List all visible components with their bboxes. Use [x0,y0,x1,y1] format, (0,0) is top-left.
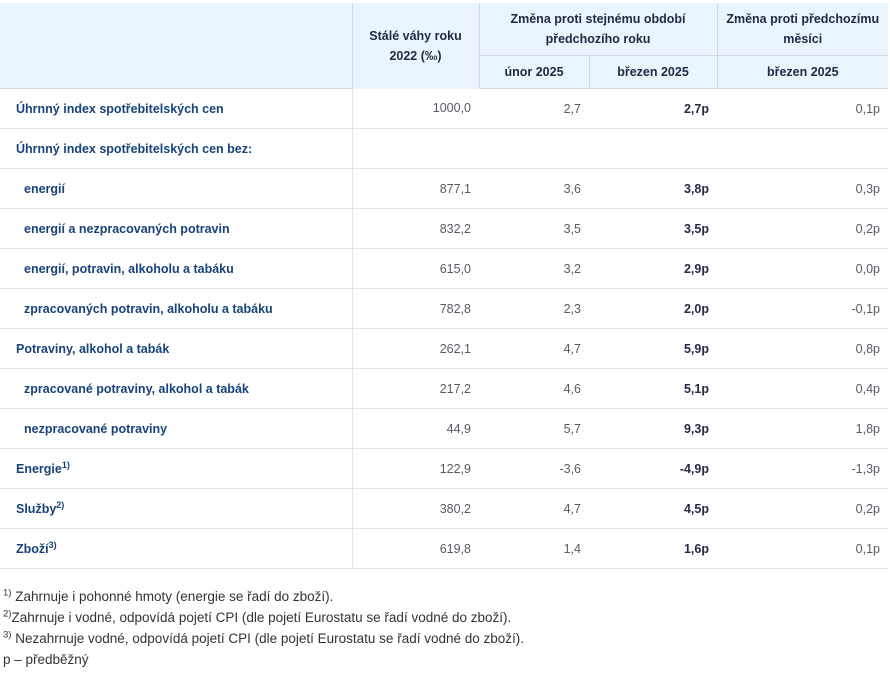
row-label: energií, potravin, alkoholu a tabáku [0,249,352,289]
table-body [0,89,888,569]
cell-weight: 619,8 [352,529,479,569]
header-group-mom: Změna proti předchozímu měsíci [717,3,888,56]
cpi-table-container [0,3,888,569]
cell-mar: 9,3p [589,409,717,449]
cell-feb: 5,7 [479,409,589,449]
cell-weight: 615,0 [352,249,479,289]
cell-weight: 217,2 [352,369,479,409]
cell-weight: 782,8 [352,289,479,329]
cell-feb: 3,6 [479,169,589,209]
cell-weight: 832,2 [352,209,479,249]
table-row [0,169,888,209]
cell-feb: 4,7 [479,489,589,529]
footnote-mark: 1) [61,459,70,470]
header-col-mar: březen 2025 [589,56,717,89]
footnote-1-text: Zahrnuje i pohonné hmoty (energie se řadí do zboží). [11,589,334,604]
cell-weight: 262,1 [352,329,479,369]
footnote-3-mark: 3) [3,629,12,641]
cell-feb: 1,4 [479,529,589,569]
row-label: Úhrnný index spotřebitelských cen [0,89,352,129]
table-header [0,3,888,89]
cell-feb: 4,6 [479,369,589,409]
cell-mar: 2,9p [589,249,717,289]
header-corner [0,3,352,89]
table-row [0,289,888,329]
cell-weight: 877,1 [352,169,479,209]
cell-mar: 1,6p [589,529,717,569]
cell-weight [352,129,479,169]
cell-mom: -0,1p [717,289,888,329]
cell-mar: 5,1p [589,369,717,409]
table-row [0,249,888,289]
row-label: energií a nezpracovaných potravin [0,209,352,249]
table-row [0,409,888,449]
footnote-2 [3,607,524,628]
footnotes [3,586,524,670]
footnote-2-mark: 2) [3,608,12,620]
cell-feb: 4,7 [479,329,589,369]
cell-feb: 2,7 [479,89,589,129]
table-row [0,129,888,169]
cell-mom: 0,4p [717,369,888,409]
row-label: Úhrnný index spotřebitelských cen bez: [0,129,352,169]
row-label: Zboží$^{3)}$ [0,529,352,569]
cell-mom: 0,0p [717,249,888,289]
header-group-yoy: Změna proti stejnému období předchozího roku [479,3,717,56]
table-row [0,209,888,249]
footnote-3-text: Nezahrnuje vodné, odpovídá pojetí CPI (dle pojetí Eurostatu se řadí vodné do zboží). [11,631,525,646]
cell-mar [589,129,717,169]
table-row [0,369,888,409]
row-label: energií [0,169,352,209]
row-label: Potraviny, alkohol a tabák [0,329,352,369]
cell-mom: 0,1p [717,89,888,129]
table-row [0,329,888,369]
cell-mar: 4,5p [589,489,717,529]
table-row [0,449,888,489]
cell-weight: 380,2 [352,489,479,529]
cell-feb: 3,2 [479,249,589,289]
row-label: zpracované potraviny, alkohol a tabák [0,369,352,409]
cpi-table [0,3,888,569]
footnote-mark: 3) [48,539,57,550]
cell-mar: 3,5p [589,209,717,249]
footnote-preliminary [3,649,524,670]
footnote-2-text: Zahrnuje i vodné, odpovídá pojetí CPI (dle pojetí Eurostatu se řadí vodné do zboží). [11,610,512,625]
cell-mar: -4,9p [589,449,717,489]
table-row [0,89,888,129]
cell-mar: 2,7p [589,89,717,129]
table-row [0,489,888,529]
cell-feb: -3,6 [479,449,589,489]
cell-feb: 3,5 [479,209,589,249]
cell-mom: 1,8p [717,409,888,449]
cell-mom: 0,8p [717,329,888,369]
footnote-1-mark: 1) [3,587,12,599]
cell-mar: 5,9p [589,329,717,369]
row-label: Energie$^{1)}$ [0,449,352,489]
footnote-1 [3,586,524,607]
cell-mom: 0,1p [717,529,888,569]
table-row [0,529,888,569]
cell-mar: 3,8p [589,169,717,209]
header-col-mom-mar: březen 2025 [717,56,888,89]
cell-weight: 44,9 [352,409,479,449]
header-weights: Stálé váhy roku 2022 (‰) [352,3,479,89]
row-label: nezpracované potraviny [0,409,352,449]
footnote-mark: 2) [56,499,65,510]
cell-weight: 1000,0 [352,89,479,129]
footnote-preliminary-text: p – předběžný [3,652,89,667]
cell-mar: 2,0p [589,289,717,329]
cell-mom: 0,3p [717,169,888,209]
cell-mom: 0,2p [717,209,888,249]
row-label: Služby$^{2)}$ [0,489,352,529]
cell-mom: -1,3p [717,449,888,489]
cell-mom [717,129,888,169]
footnote-3 [3,628,524,649]
cell-feb [479,129,589,169]
cell-mom: 0,2p [717,489,888,529]
cell-weight: 122,9 [352,449,479,489]
header-col-feb: únor 2025 [479,56,589,89]
cell-feb: 2,3 [479,289,589,329]
row-label: zpracovaných potravin, alkoholu a tabáku [0,289,352,329]
